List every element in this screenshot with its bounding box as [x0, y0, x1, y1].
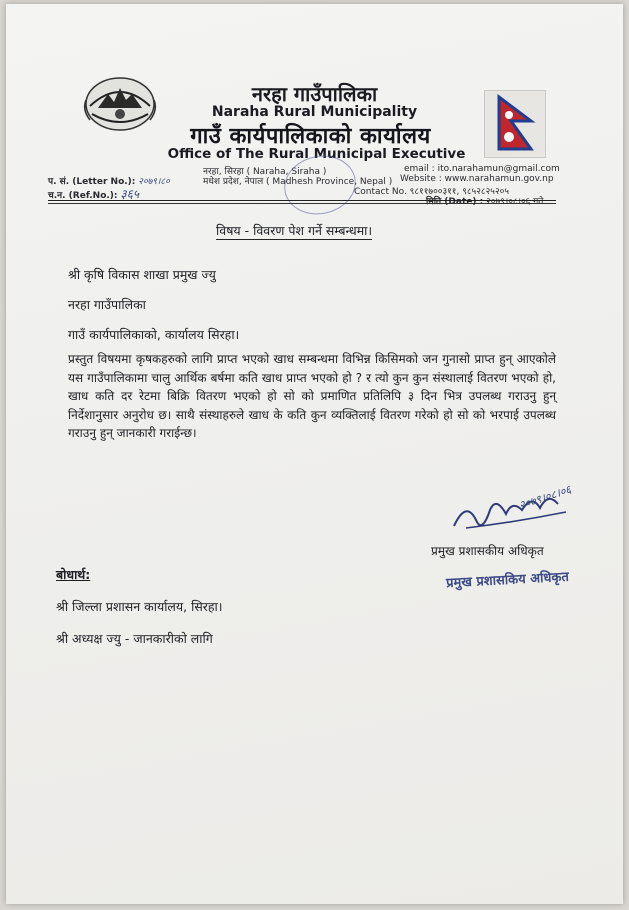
- addressee-line-1: श्री कृषि विकास शाखा प्रमुख ज्यु: [68, 267, 216, 282]
- addressee-line-2: नरहा गाउँपालिका: [68, 297, 146, 312]
- cc-heading: बोधार्थ:: [56, 567, 91, 582]
- addressee-line-3: गाउँ कार्यपालिकाको, कार्यालय सिरहा।: [68, 327, 240, 342]
- office-name-english: Office of The Rural Municipal Executive: [167, 146, 466, 162]
- date-value: २०७९।०८।०६ गते: [486, 197, 544, 207]
- letter-body: प्रस्तुत विषयमा कृषकहरुको लागि प्राप्त भएको खाध सम्बन्धमा विभिन्न किसिमको जन गुनासो प्राप्त हुन् आएकोले यस गाउँपालिकामा चालु आर्थिक बर्षमा कति खाध प्राप्त भएको हो ? र त्यो कुन कुन संस्थालाई वितरण भएको हो, खाध कति दर रेटमा बिक्रि वितरण भएको हो सो को प्रमाणित प्रतिलिपि ३ दिन भित्र उपलब्ध गराउनु हुन् निर्देशानुसार अनुरोध छ। साथै संस्थाहरुले खाध के कति कुन व्यक्तिलाई वितरण गरेको हो सो को भरपाई उपलब्ध गराउनु हुन् जानकारी गराईन्छ।: [68, 352, 556, 441]
- header-divider-thin: [48, 203, 556, 204]
- address-line-1: नरहा, सिरहा ( Naraha, Siraha ): [203, 167, 327, 177]
- email-text: email : ito.narahamun@gmail.com: [404, 164, 560, 174]
- date-label: मिति (Date) :: [426, 197, 484, 207]
- signature-date: २०७९।०८।०६: [517, 482, 573, 513]
- contact-text: Contact No. ९८११७००३११, ९८५२८२५२०५: [354, 187, 510, 197]
- letter-no-value: २०७९।८०: [138, 177, 170, 187]
- cc-line-1: श्री जिल्ला प्रशासन कार्यालय, सिरहा।: [56, 599, 223, 614]
- header-divider: [48, 200, 556, 201]
- municipality-name-english: Naraha Rural Municipality: [211, 104, 418, 120]
- address-line-2: मधेश प्रदेश, नेपाल ( Madhesh Province, Nepal ): [203, 177, 393, 187]
- designation-stamp: प्रमुख प्रशासकिय अधिकृत: [445, 569, 570, 592]
- website-text: Website : www.narahamun.gov.np: [400, 174, 554, 184]
- signatory-designation: प्रमुख प्रशासकीय अधिकृत: [431, 544, 544, 558]
- municipality-name-nepali: नरहा गाउँपालिका: [251, 82, 378, 106]
- letter-paper: [6, 4, 623, 904]
- subject-line: विषय - विवरण पेश गर्ने सम्बन्धमा।: [216, 223, 373, 238]
- letter-no-label: प. सं. (Letter No.):: [48, 177, 136, 187]
- cc-line-2: श्री अध्यक्ष ज्यु - जानकारीको लागि: [56, 631, 213, 646]
- ref-no-value: ३६५: [120, 187, 140, 201]
- ref-no-label: च.न. (Ref.No.):: [48, 191, 118, 201]
- office-name-nepali: गाउँ कार्यपालिकाको कार्यालय: [190, 124, 431, 149]
